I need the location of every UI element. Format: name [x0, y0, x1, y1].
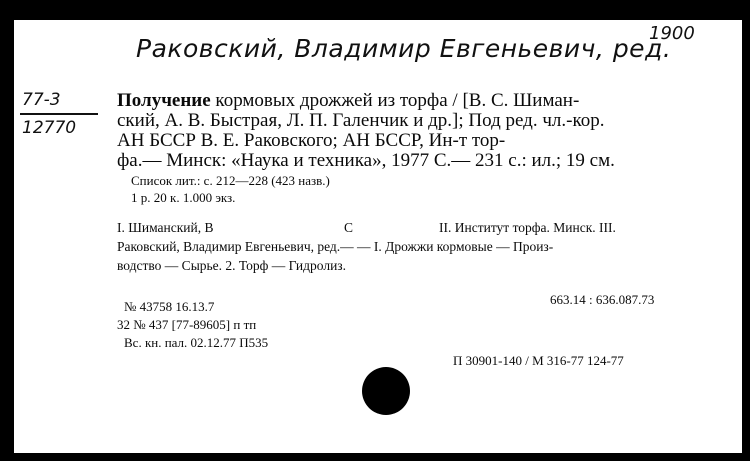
call-number-divider [20, 113, 98, 115]
handwritten-year: 1900 [649, 23, 695, 44]
catalog-number: П 30901-140 / М 316-77 124-77 [453, 353, 624, 368]
bibliography-note: Список лит.: с. 212—228 (423 назв.) [131, 173, 330, 188]
record-line-3: Вс. кн. пал. 02.12.77 П535 [124, 335, 269, 350]
udc-code: 663.14 : 636.087.73 [550, 292, 655, 307]
tracing-line-2: Раковский, Владимир Евгеньевич, ред.— — I. Дрожжи кормовые — Произ- [117, 239, 554, 254]
tracing-line-1-c: II. Институт торфа. Минск. III. [439, 220, 616, 235]
punch-hole [362, 367, 410, 415]
record-line-2: 32 № 437 [77-89605] п тп [117, 317, 257, 332]
handwritten-author-heading: Раковский, Владимир Евгеньевич, ред. [136, 34, 672, 63]
entry-line-2: ский, А. В. Быстрая, Л. П. Галенчик и др.]; Под ред. чл.-кор. [117, 110, 605, 131]
entry-line-1 [117, 90, 579, 112]
call-number-top: 77-3 [22, 90, 61, 110]
record-line-1: № 43758 16.13.7 [124, 299, 215, 314]
entry-title-word: Получение [117, 90, 211, 111]
entry-line-4: фа.— Минск: «Наука и техника», 1977 С.— 231 с.: ил.; 19 см. [117, 150, 615, 171]
call-number-bottom: 12770 [22, 118, 77, 138]
entry-line-3: АН БССР В. Е. Раковского; АН БССР, Ин-т тор- [117, 130, 506, 151]
entry-title-rest: кормовых дрожжей из торфа / [В. С. Шиман- [215, 90, 580, 111]
catalog-card [14, 20, 742, 453]
tracing-line-1-a: I. Шиманский, В [117, 220, 214, 235]
price-note: 1 р. 20 к. 1.000 экз. [131, 190, 236, 205]
tracing-line-3: водство — Сырье. 2. Торф — Гидролиз. [117, 258, 347, 273]
tracing-line-1-b: С [344, 220, 354, 235]
